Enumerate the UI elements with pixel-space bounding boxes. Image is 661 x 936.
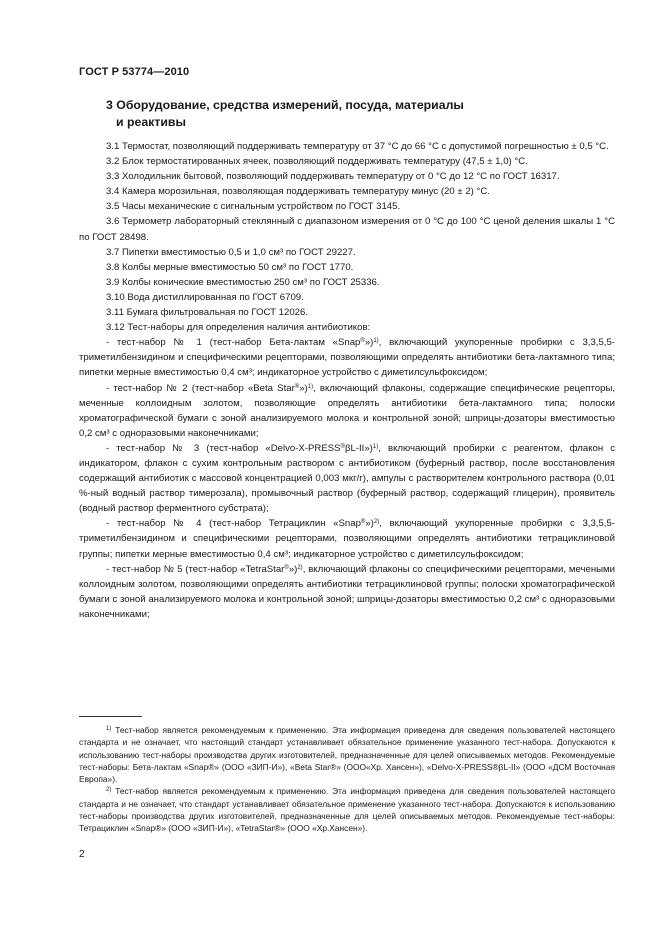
- kit-2: - тест-набор № 2 (тест-набор «Beta Star®»)$^{1)}$, включающий флаконы, содержащие специфические рецепторы, меченные коллоидным золотом, позволяющие определять антибиотики бета-лактамного типа; полоски хроматографической бумаги с зоной анализируемого молока и контрольной зоной; шприцы-дозаторы вместимостью 0,2 см³ с одноразовыми наконечниками;: [79, 382, 616, 439]
- item-3-12: 3.12 Тест-наборы для определения наличия антибиотиков:: [106, 322, 371, 334]
- item-3-4: 3.4 Камера морозильная, позволяющая поддерживать температуру минус (20 ± 2) °С.: [106, 186, 490, 198]
- item-3-8: 3.8 Колбы мерные вместимостью 50 см³ по ГОСТ 1770.: [106, 261, 354, 273]
- item-3-1: 3.1 Термостат, позволяющий поддерживать температуру от 37 °С до 66 °С с допустимой погрешностью ± 0,5 °С.: [106, 141, 609, 152]
- kit-1: - тест-набор № 1 (тест-набор Бета-лактам «Snap®»)$^{1)}$, включающий укупоренные пробирки с 3,3,5,5-триметилбензидином и специфическими рецепторами, позволяющими определять антибиотики бета-лактамного типа; пипетки мерные вместимостью 0,4 см³; индикаторное устройство с диметилсульфоксидом;: [79, 337, 615, 379]
- footnote-1: $^{1)}$ Тест-набор является рекомендуемым к применению. Эта информация приведена для сведения пользователей настоящего стандарта и не означает, что настоящий стандарт устанавливает обязательное применение указанного тест-набора. Допускаются к использованию тест-наборы производства других изготовителей, предназначенные для целей описываемых методов. Рекомендуемые тест-наборы: Бета-лактам «Snap®» (ООО «ЗИП-И»), «Beta Star®» (ООО«Хр. Хансен»), «Delvo-X-PRESS®βL-II» (ООО «ДСМ Восточная Европа»).: [79, 725, 616, 785]
- item-3-2: 3.2 Блок термостатированных ячеек, позволяющий поддерживать температуру (47,5 ± 1,0) °С.: [106, 156, 528, 168]
- item-3-10: 3.10 Вода дистиллированная по ГОСТ 6709.: [106, 291, 304, 303]
- item-3-5: 3.5 Часы механические с сигнальным устройством по ГОСТ 3145.: [106, 201, 401, 213]
- kit-4: - тест-набор № 4 (тест-набор Тетрациклин «Snap®»)$^{2)}$, включающий укупоренные пробирки с 3,3,5,5-триметилбензидином и специфическими рецепторами, позволяющими определять антибиотики тетрациклиновой группы; пипетки мерные вместимостью 0,4 см³; индикаторное устройство с диметилсульфоксидом;: [79, 518, 615, 560]
- item-3-6: 3.6 Термометр лабораторный стеклянный с диапазоном измерения от 0 °С до 100 °С ценой деления шкалы 1 °С по ГОСТ 28498.: [79, 216, 615, 243]
- section-title: [106, 97, 566, 131]
- footnote-divider: [79, 716, 142, 717]
- page-number: 2: [79, 849, 85, 860]
- item-3-11: 3.11 Бумага фильтровальная по ГОСТ 12026.: [106, 307, 309, 319]
- item-3-7: 3.7 Пипетки вместимостью 0,5 и 1,0 см³ по ГОСТ 29227.: [106, 246, 356, 258]
- item-3-9: 3.9 Колбы конические вместимостью 250 см³ по ГОСТ 25336.: [106, 276, 380, 288]
- section-body: [79, 139, 615, 622]
- section-title-line1: 3 Оборудование, средства измерений, посуда, материалы: [106, 98, 464, 112]
- footnotes: [79, 724, 615, 835]
- section-title-line2: и реактивы: [116, 115, 186, 129]
- footnote-2: $^{2)}$ Тест-набор является рекомендуемым к применению. Эта информация приведена для сведения пользователей настоящего стандарта и не означает, что стандарт устанавливает обязательное применение указанного тест-набора. Допускаются к использованию тест-наборы производства других изготовителей, предназначенные для целей описываемых методов. Рекомендуемые тест-наборы: Тетрациклин «Snap®» (ООО «ЗИП-И»), «TetraStar®» (ООО «Хр.Хансен»).: [79, 786, 616, 834]
- kit-5: - тест-набор № 5 (тест-набор «TetraStar®»)$^{2)}$, включающий флаконы со специфическими рецепторами, мечеными коллоидным золотом, позволяющими определять антибиотики тетрациклиновой группы; полоски хроматографической бумаги с зоной анализируемого молока и контрольной зоной; шприцы-дозаторы вместимостью 0,2 см³ с одноразовыми наконечниками;: [79, 563, 615, 620]
- item-3-3: 3.3 Холодильник бытовой, позволяющий поддерживать температуру от 0 °С до 12 °С по ГОСТ 16317.: [106, 171, 560, 183]
- kit-3: - тест-набор № 3 (тест-набор «Delvo-X-PRESS®βL-II»)$^{1)}$, включающий пробирки с реагентом, флакон с индикатором, флакон с сухим контрольным раствором с антибиотиком (буферный раствор, после восстановления содержащий антибиотик с массовой концентрацией 0,003 мкг/г), ампулы с растворителем контрольного раствора (0,01 %-ный водный раствор тимерозала), промывочный раствор (буферный раствор, содержащий глицерин), проявитель (водный раствор ферментного субстрата);: [79, 442, 615, 515]
- document-header: ГОСТ Р 53774—2010: [79, 66, 190, 78]
